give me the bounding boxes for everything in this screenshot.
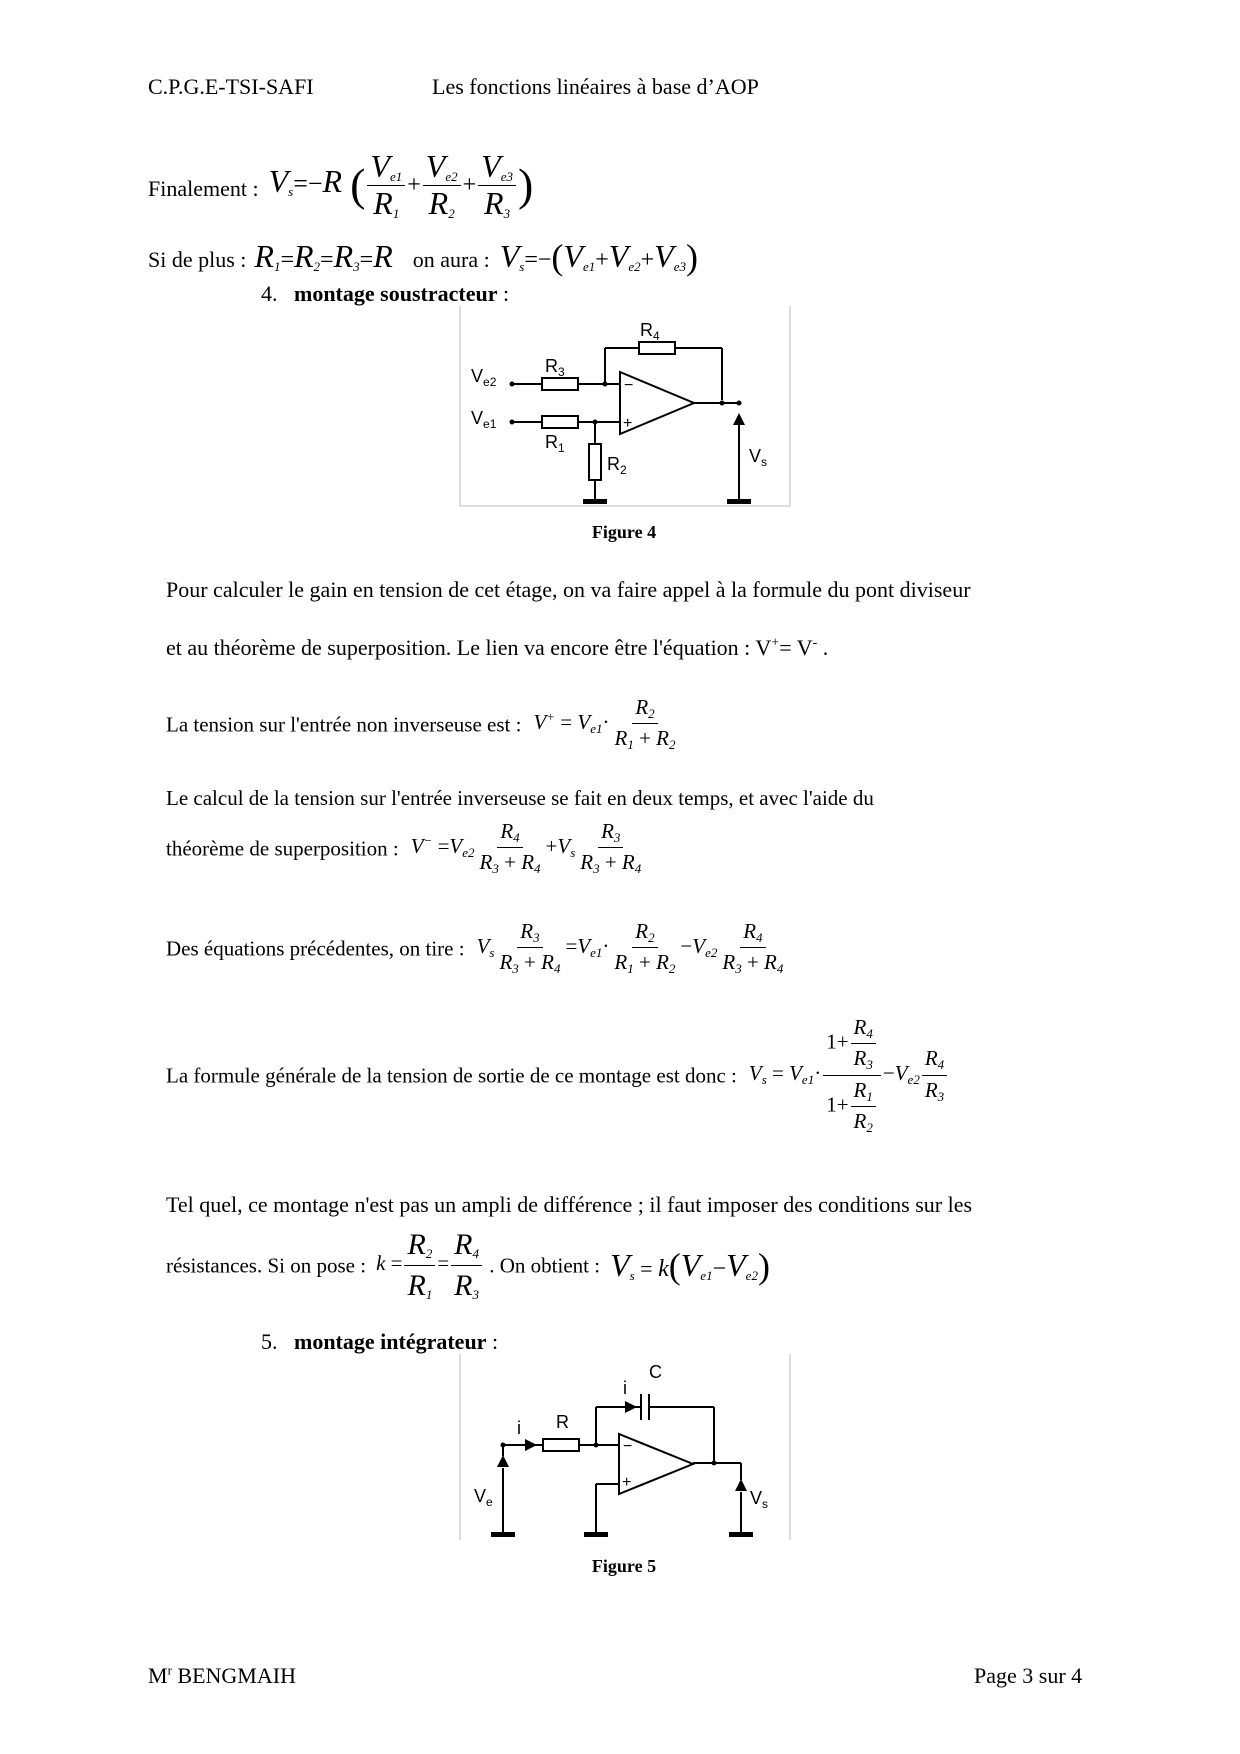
svg-text:R1: $R_1$: [545, 432, 565, 455]
ground-icon: [584, 1532, 608, 1537]
frac-ve1-r1: $\frac{Ve1}{R1}$: [367, 150, 405, 220]
on-aura-label: on aura :: [412, 247, 490, 272]
svg-text:i: i: [623, 1378, 627, 1398]
svg-text:Vs: $V_s$: [749, 446, 768, 469]
svg-text:Ve1: $V_{e1}$: [471, 408, 497, 431]
para1-line2: et au théorème de superposition. Le lien va encore être l'équation : V+= V- .: [166, 635, 829, 660]
current-arrow-icon: [525, 1439, 537, 1451]
svg-text:R4: $R_4$: [640, 320, 660, 343]
para1-line1: Pour calculer le gain en tension de cet étage, on va faire appel à la formule du pont diviseur: [166, 577, 971, 602]
v-minus-equation: V− =Ve2 $\frac{R4}{R3 + R4}$ +Vs $\frac{R3}{R3 + R4}$: [410, 819, 642, 877]
compound-fraction: 1+ $\frac{R4}{R3}$ 1+ $\frac{R1}{R2}$: [823, 1014, 881, 1136]
sum-result: Vs=−(Ve1+Ve2+Ve3): [499, 237, 698, 277]
figure-5-integrator-circuit: [459, 1354, 791, 1542]
vs-arrow-icon: [733, 413, 745, 425]
ve-arrow-icon: [497, 1455, 509, 1467]
svg-text:C: C: [649, 1362, 662, 1382]
on-obtient-label: . On obtient :: [489, 1253, 601, 1278]
tire-line: Des équations précédentes, on tire : Vs $\frac{R3}{R3 + R4}$ =Ve1· $\frac{R2}{R1 + R2}$ −Ve2 $\frac{R4}{R3 + R4}$: [166, 918, 788, 978]
k-definition: k = $\frac{R2}{R1}$ = $\frac{R4}{R3}$: [376, 1251, 489, 1275]
generale-equation: Vs = Ve1· 1+ $\frac{R4}{R3}$ 1+ $\frac{R1}{R2}$ −Ve2 $\frac{R4}{R3}$: [749, 1061, 949, 1085]
section-5-heading: 5. montage intégrateur :: [261, 1329, 499, 1354]
generale-line: La formule générale de la tension de sortie de ce montage est donc : Vs = Ve1· 1+ $\frac{R4}{R3}$ 1+ $\frac{R1}{R2}$ −Ve2 $\frac{R4}{R3}$: [166, 1014, 949, 1136]
non-inverting-line: La tension sur l'entrée non inverseuse est : V+ = Ve1· $\frac{R2}{R1 + R2}$: [166, 694, 681, 754]
inv-line2: théorème de superposition : V− =Ve2 $\frac{R4}{R3 + R4}$ +Vs $\frac{R3}{R3 + R4}$: [166, 818, 646, 878]
finalement-line: [148, 150, 533, 220]
v-plus-equation: V+ = Ve1· $\frac{R2}{R1 + R2}$: [533, 695, 676, 753]
si-de-plus-label: Si de plus :: [148, 247, 247, 272]
ground-icon: [727, 499, 751, 504]
svg-text:−: −: [623, 1438, 633, 1455]
svg-text:i: i: [517, 1418, 521, 1438]
svg-text:+: +: [622, 1474, 632, 1491]
tel-quel-line2: résistances. Si on pose : k = $\frac{R2}{R1}$ = $\frac{R4}{R3}$ . On obtient : Vs = k(Ve1−Ve2): [166, 1228, 770, 1302]
frac-ve3-r3: $\frac{Ve3}{R3}$: [478, 150, 516, 220]
current-arrow-icon: [625, 1401, 637, 1413]
figure-4-subtractor-circuit: [459, 306, 791, 510]
resistor-equality: R1=R2=R3=R: [254, 238, 393, 274]
svg-text:+: +: [623, 415, 633, 432]
figure-4-caption: Figure 4: [591, 522, 657, 542]
ground-icon: [583, 499, 607, 504]
si-de-plus-line: [148, 236, 698, 278]
svg-text:Ve: $V_e$: [474, 1486, 493, 1509]
finalement-label: Finalement :: [148, 175, 259, 201]
difference-result: Vs = k(Ve1−Ve2): [610, 1246, 770, 1287]
header-left: C.P.G.E-TSI-SAFI: [148, 74, 314, 99]
section-4-heading: 4. montage soustracteur :: [261, 281, 510, 306]
finalement-equation: Vs=−R ( $\frac{Ve1}{R1}$ + $\frac{Ve2}{R2}$ + $\frac{Ve3}{R3}$ ): [268, 148, 534, 221]
svg-text:−: −: [624, 377, 634, 394]
inv-line1: Le calcul de la tension sur l'entrée inverseuse se fait en deux temps, et avec l'aide du: [166, 786, 874, 810]
svg-text:Ve2: $V_{e2}$: [471, 366, 497, 389]
header-title: Les fonctions linéaires à base d’AOP: [432, 74, 759, 99]
tire-equation: Vs $\frac{R3}{R3 + R4}$ =Ve1· $\frac{R2}{R1 + R2}$ −Ve2 $\frac{R4}{R3 + R4}$: [476, 919, 784, 977]
svg-text:Vs: $V_s$: [750, 1488, 769, 1511]
ground-icon: [729, 1532, 753, 1537]
svg-text:R2: $R_2$: [607, 454, 627, 477]
ground-icon: [491, 1532, 515, 1537]
tel-quel-line1: Tel quel, ce montage n'est pas un ampli de différence ; il faut imposer des conditions sur les: [166, 1192, 973, 1217]
svg-text:R: R: [556, 1412, 569, 1432]
footer-author: $M^r$ BENGMAIH: [148, 1662, 296, 1688]
vs-arrow-icon: [735, 1479, 747, 1491]
svg-text:R3: $R_3$: [545, 356, 565, 379]
frac-ve2-r2: $\frac{Ve2}{R2}$: [423, 150, 461, 220]
page-number: Page 3 sur 4: [974, 1663, 1083, 1688]
figure-5-caption: Figure 5: [591, 1556, 657, 1576]
